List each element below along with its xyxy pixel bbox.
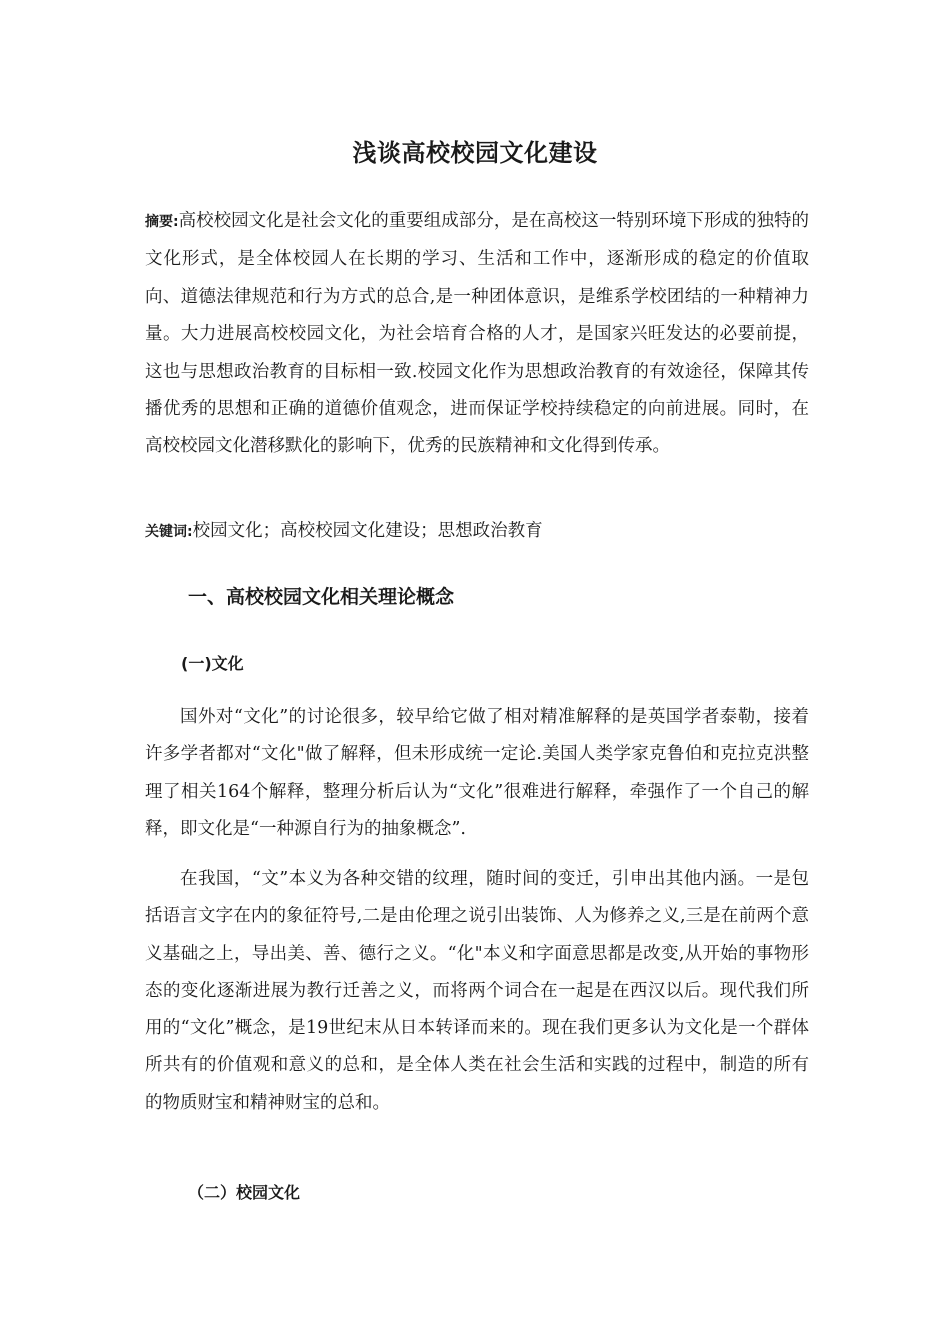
keywords-text: 校园文化；高校校园文化建设；思想政治教育 (192, 521, 543, 541)
subsection-heading-campus-culture: （二）校园文化 (188, 1183, 301, 1202)
section-heading-1: 一、高校校园文化相关理论概念 (188, 586, 455, 608)
subsection-heading-culture: (一)文化 (181, 654, 244, 673)
paragraph-china-culture: 在我国，“文”本义为各种交错的纹理，随时间的变迁，引申出其他内涵。一是包括语言文字在内的象征符号,二是由伦理之说引出装饰、人为修养之义,三是在前两个意义基础之上，导出美、善、德行之义。“化"本义和字面意思都是改变,从开始的事物形态的变化逐渐进展为教行迁善之义，而将两个词合在一起是在西汉以后。现代我们所用的“文化”概念，是19世纪末从日本转译而来的。现在我们更多认为文化是一个群体所共有的价值观和意义的总和，是全体人类在社会生活和实践的过程中，制造的所有的物质财宝和精神财宝的总和。 (145, 869, 809, 1113)
abstract-text: 高校校园文化是社会文化的重要组成部分，是在高校这一特别环境下形成的独特的文化形式，是全体校园人在长期的学习、生活和工作中，逐渐形成的稳定的价值取向、道德法律规范和行为方式的总合,是一种团体意识，是维系学校团结的一种精神力量。大力进展高校校园文化，为社会培育合格的人才，是国家兴旺发达的必要前提，这也与思想政治教育的目标相一致.校园文化作为思想政治教育的有效途径，保障其传播优秀的思想和正确的道德价值观念，进而保证学校持续稳定的向前进展。同时，在高校校园文化潜移默化的影响下，优秀的民族精神和文化得到传承。 (145, 211, 809, 457)
document-title: 浅谈高校校园文化建设 (352, 139, 598, 167)
abstract (145, 203, 809, 466)
abstract-label: 摘要: (145, 214, 179, 230)
keywords-label: 关键词: (145, 524, 193, 540)
keywords (145, 516, 809, 547)
paragraph-foreign-culture: 国外对“文化”的讨论很多，较早给它做了相对精准解释的是英国学者泰勒，接着许多学者都对“文化"做了解释，但未形成统一定论.美国人类学家克鲁伯和克拉克洪整理了相关164个解释，整理分析后认为“文化”很难进行解释，牵强作了一个自己的解释，即文化是“一种源自行为的抽象概念”. (145, 707, 809, 839)
